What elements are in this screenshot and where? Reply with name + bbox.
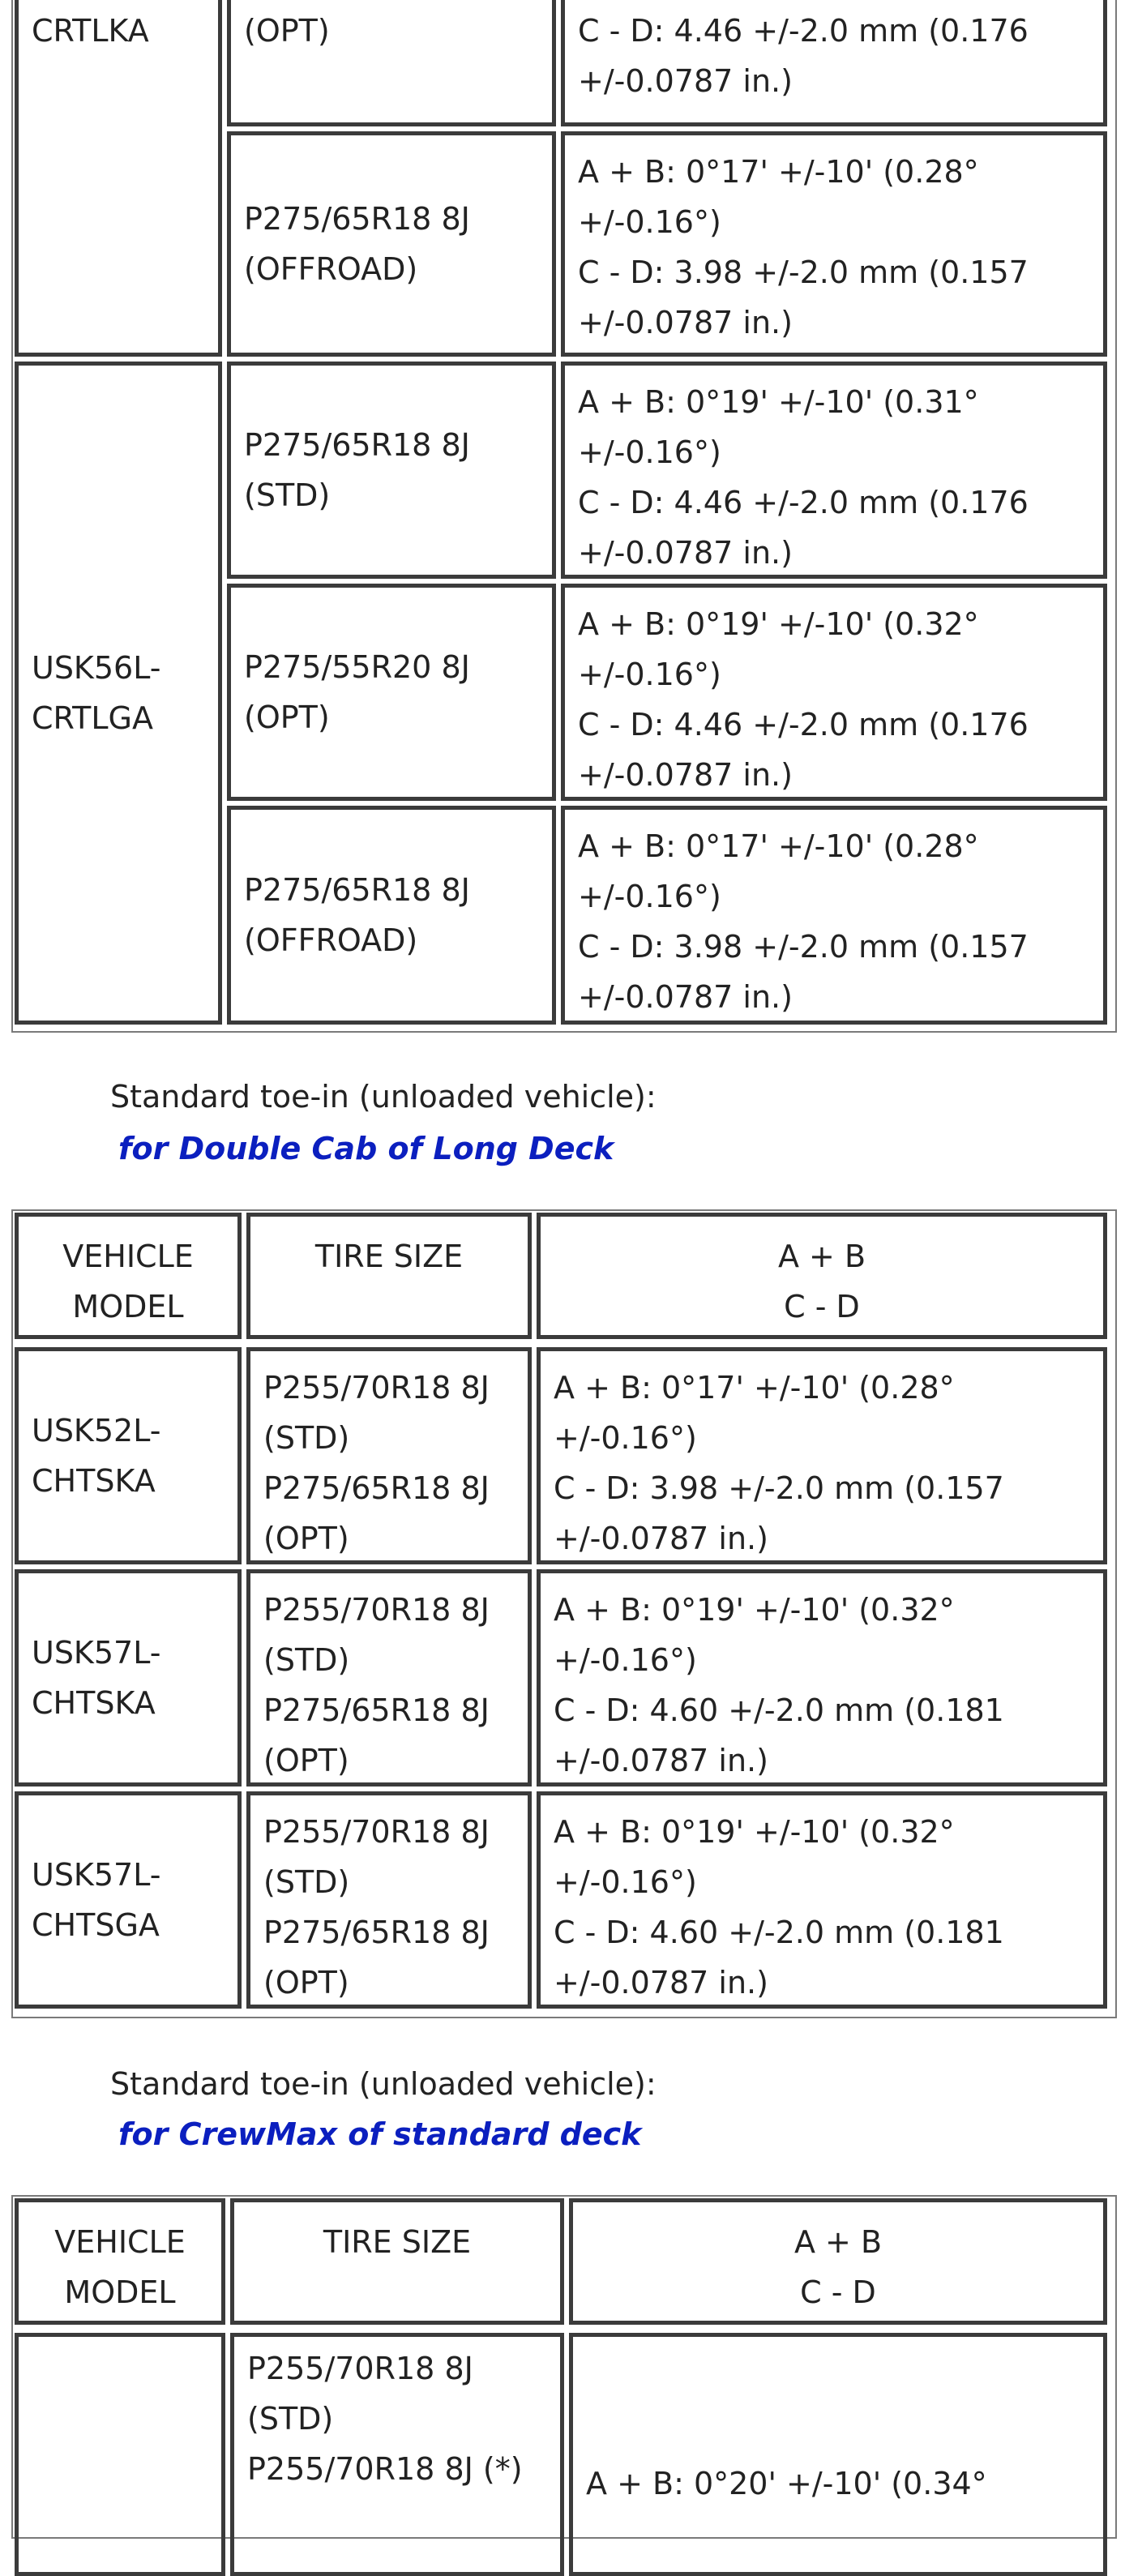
table-cell-values: A + B: 0°20' +/-10' (0.34°: [569, 2333, 1107, 2576]
table-cell-tire: (OPT): [227, 0, 556, 126]
table-cell-values: A + B: 0°19' +/-10' (0.32° +/-0.16°) C - D: 4.46 +/-2.0 mm (0.176 +/-0.0787 in.): [561, 584, 1107, 801]
table-cell-tire: P275/55R20 8J (OPT): [227, 584, 556, 801]
table-cell-values: A + B: 0°19' +/-10' (0.32° +/-0.16°) C - D: 4.60 +/-2.0 mm (0.181 +/-0.0787 in.): [537, 1791, 1107, 2009]
header-spec: A + B C - D: [537, 1213, 1107, 1339]
table-cell-values: A + B: 0°19' +/-10' (0.31° +/-0.16°) C - D: 4.46 +/-2.0 mm (0.176 +/-0.0787 in.): [561, 362, 1107, 579]
header-tire-size: TIRE SIZE: [230, 2198, 564, 2325]
table-cell-tire: P275/65R18 8J (STD): [227, 362, 556, 579]
header-tire-size: TIRE SIZE: [246, 1213, 532, 1339]
table-cell-values: A + B: 0°17' +/-10' (0.28° +/-0.16°) C - D: 3.98 +/-2.0 mm (0.157 +/-0.0787 in.): [561, 131, 1107, 357]
table-cell-tire: P255/70R18 8J (STD) P275/65R18 8J (OPT): [246, 1791, 532, 2009]
table-cell-tire: P255/70R18 8J (STD) P255/70R18 8J (*): [230, 2333, 564, 2576]
table-cell-model: USK52L- CHTSKA: [15, 1347, 242, 1564]
table-cell-values: A + B: 0°19' +/-10' (0.32° +/-0.16°) C - D: 4.60 +/-2.0 mm (0.181 +/-0.0787 in.): [537, 1569, 1107, 1787]
table-cell-tire: P255/70R18 8J (STD) P275/65R18 8J (OPT): [246, 1569, 532, 1787]
header-vehicle-model: VEHICLE MODEL: [15, 2198, 225, 2325]
header-spec: A + B C - D: [569, 2198, 1107, 2325]
toe-in-note: Standard toe-in (unloaded vehicle):: [110, 2066, 657, 2102]
toe-in-note: Standard toe-in (unloaded vehicle):: [110, 1079, 657, 1115]
table-cell-values: A + B: 0°17' +/-10' (0.28° +/-0.16°) C - D: 3.98 +/-2.0 mm (0.157 +/-0.0787 in.): [561, 806, 1107, 1025]
header-vehicle-model: VEHICLE MODEL: [15, 1213, 242, 1339]
table-cell-tire: P275/65R18 8J (OFFROAD): [227, 806, 556, 1025]
table-cell-model: CRTLKA: [15, 0, 222, 357]
section-subheading: for Double Cab of Long Deck: [118, 1131, 614, 1166]
table-cell-model: USK57L- CHTSGA: [15, 1791, 242, 2009]
table-cell-values: A + B: 0°17' +/-10' (0.28° +/-0.16°) C - D: 3.98 +/-2.0 mm (0.157 +/-0.0787 in.): [537, 1347, 1107, 1564]
section-subheading: for CrewMax of standard deck: [118, 2116, 642, 2152]
table-cell-values: C - D: 4.46 +/-2.0 mm (0.176 +/-0.0787 in.): [561, 0, 1107, 126]
table-cell-tire: P255/70R18 8J (STD) P275/65R18 8J (OPT): [246, 1347, 532, 1564]
table-cell-model: [15, 2333, 225, 2576]
table-cell-model: USK57L- CHTSKA: [15, 1569, 242, 1787]
table-cell-tire: P275/65R18 8J (OFFROAD): [227, 131, 556, 357]
table-cell-model: USK56L- CRTLGA: [15, 362, 222, 1025]
